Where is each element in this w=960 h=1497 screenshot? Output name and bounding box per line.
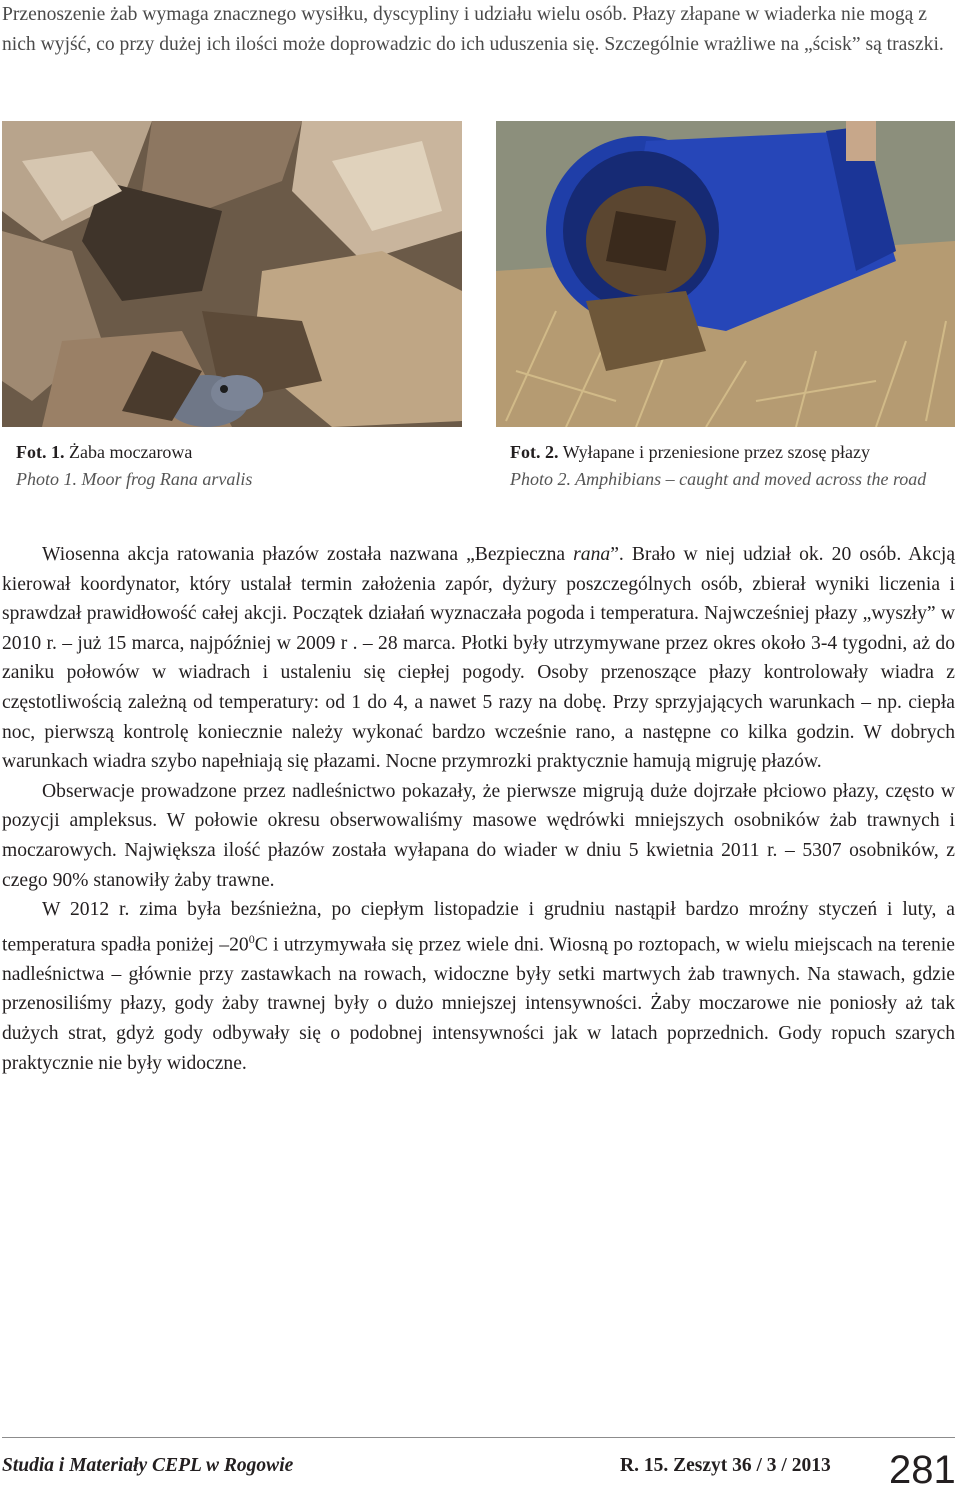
paragraph-3-start: W 2012 r. zima była bezśnieżna, po ciepłym listopadzie i grudniu nastąpił bardzo mroźny styczeń i luty, a temperatura spadła poniżej –20 <box>2 899 955 956</box>
paragraph-1-italic: rana <box>573 544 611 565</box>
paragraph-3-end: C i utrzymywała się przez wiele dni. Wiosną po roztopach, w wielu miejscach na terenie nadleśnictwa – głównie przy zastawkach na rowach, widoczne były setki martwych żab trawnych. Na stawach, gdzie przenosiliśmy płazy, gody żaby trawnej były o dużo mniejszej intensywności. Żaby moczarowe nie poniosły aż tak dużych strat, gdyż gody odbywały się o podobnej intensywności jak w latach poprzednich. Gody ropuch szarych praktycznie nie były widoczne. <box>2 934 955 1074</box>
paragraph-2: Obserwacje prowadzone przez nadleśnictwo pokazały, że pierwsze migrują duże dojrzałe płciowo płazy, często w pozycji ampleksus. W połowie okresu obserwowaliśmy masowe wędrówki mniejszych osobników żab trawnych i moczarowych. Największa ilość płazów została wyłapana do wiader w dniu 5 kwietnia 2011 r. – 5307 osobników, z czego 90% stanowiły żaby trawne. <box>2 780 955 891</box>
article-body <box>2 540 955 1078</box>
paragraph-3-sup: 0 <box>248 931 255 946</box>
caption-photo-2-label: Fot. 2. <box>510 442 559 462</box>
caption-photo-2-pl <box>510 439 955 466</box>
caption-photo-1-en: Photo 1. Moor frog Rana arvalis <box>16 469 253 489</box>
caption-photo-1-label: Fot. 1. <box>16 442 65 462</box>
photo-moor-frog <box>2 121 462 427</box>
paragraph-1-start: Wiosenna akcja ratowania płazów została nazwana „Bezpieczna <box>42 544 574 565</box>
paragraph-1 <box>2 540 955 777</box>
page-number: 281 <box>889 1448 956 1492</box>
intro-text: Przenoszenie żab wymaga znacznego wysiłku, dyscypliny i udziału wielu osób. Płazy złapane w wiaderka nie mogą z nich wyjść, co przy dużej ich ilości może doprowadzic do ich uduszenia się. Szczególnie wrażliwe na „ścisk” są traszki. <box>2 4 944 55</box>
footer-journal: Studia i Materiały CEPL w Rogowie <box>2 1455 294 1476</box>
caption-photo-2-en: Photo 2. Amphibians – caught and moved across the road <box>510 469 927 489</box>
intro-paragraph <box>2 0 955 59</box>
paragraph-1-end: ”. Brało w niej udział ok. 20 osób. Akcją kierował koordynator, który ustalał termin założenia zapór, dyżury poszczególnych osób, zbierał wyniki liczenia i sprawdzał prawidłowość całej akcji. Początek działań wyznaczała pogoda i temperatura. Najwcześniej płazy „wyszły” w 2010 r. – już 15 marca, najpóźniej w 2009 r . – 28 marca. Płotki były utrzymywane przez okres około 3-4 tygodni, aż do zaniku połowów w wiadrach i ustaleniu się ciepłej pogody. Osoby przenoszące płazy kontrolowały wiadra z częstotliwością zależną od temperatury: od 1 do 4, a nawet 5 razy na dobę. Przy sprzyjających warunkach – np. ciepła noc, pierwszą kontrolę koniecznie należy wykonać bardzo wcześnie rano, a następne co kilka godzin. W dobrych warunkach wiadra szybo napełniają się płazami. Nocne przymrozki praktycznie hamują migruję płazów. <box>2 544 956 773</box>
footer-divider <box>2 1437 955 1438</box>
photo-bucket-amphibians <box>496 121 955 427</box>
caption-photo-2-text: Wyłapane i przeniesione przez szosę płazy <box>562 442 870 462</box>
footer-issue: R. 15. Zeszyt 36 / 3 / 2013 <box>620 1455 831 1476</box>
caption-photo-1 <box>16 439 456 493</box>
paragraph-3 <box>2 895 955 1078</box>
caption-photo-2 <box>510 439 955 493</box>
caption-photo-1-pl <box>16 439 456 466</box>
caption-photo-1-text: Żaba moczarowa <box>69 442 193 462</box>
